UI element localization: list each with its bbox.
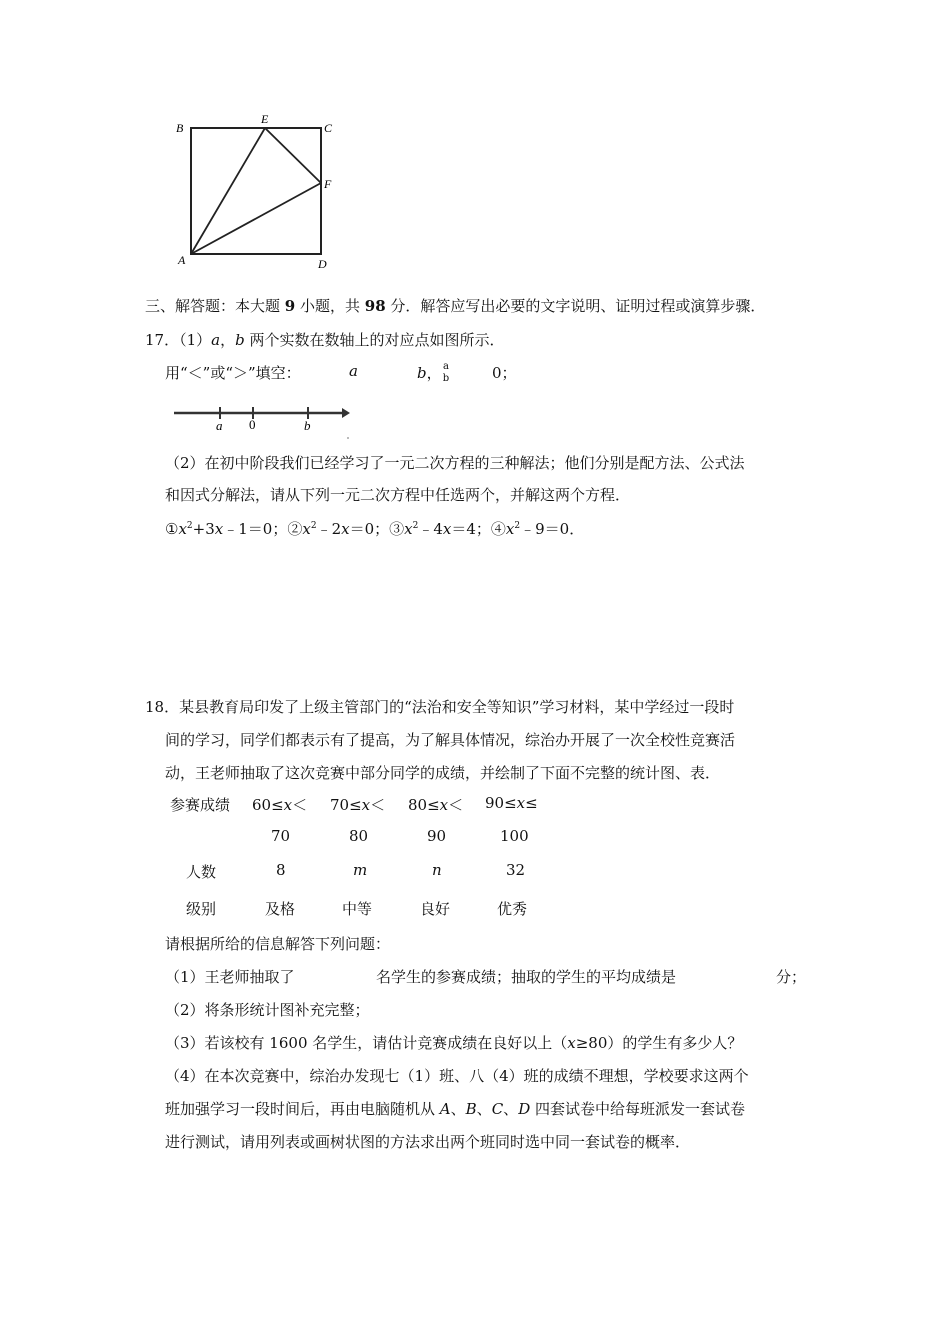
table-range-2: [330, 794, 385, 815]
var: a: [211, 331, 221, 349]
q17-part2-line1: （2）在初中阶段我们已经学习了一元二次方程的三种解法；他们分别是配方法、公式法: [165, 454, 745, 472]
square-abcd: [191, 128, 321, 254]
var: x: [505, 520, 515, 538]
table-header-label: 参赛成绩: [170, 796, 231, 814]
table-count-2: m: [353, 861, 368, 879]
q18-sub3: [165, 1032, 742, 1053]
text: 某县教育局印发了上级主管部门的“法治和安全等知识”学习材料，某中学经过一段时: [179, 698, 735, 716]
var: x: [178, 520, 187, 538]
table-level-label: 级别: [186, 900, 217, 918]
text: 、: [476, 1100, 492, 1118]
segment-af: [191, 183, 321, 254]
q17-fill-a: a: [349, 362, 358, 380]
table-level-4: 优秀: [497, 900, 528, 918]
number-line: [170, 398, 360, 440]
fraction-denominator: b: [442, 373, 450, 384]
var: C: [491, 1100, 504, 1118]
table-range-4-high: 100: [500, 827, 529, 845]
q18-sub4-line2: [165, 1098, 745, 1119]
label-a: A: [178, 253, 186, 267]
table-count-4: 32: [506, 861, 526, 879]
q18-line1: [145, 696, 734, 717]
q17-intro: [145, 329, 505, 350]
question-count: 9: [284, 297, 296, 315]
equation-2: [287, 520, 389, 538]
text: 70≤: [330, 796, 362, 814]
q18-sub1-c: 分；: [776, 968, 807, 986]
q18-sub1-b: 名学生的参赛成绩；抽取的学生的平均成绩是: [376, 968, 677, 986]
var: x: [404, 520, 413, 538]
table-count-1: 8: [276, 861, 286, 879]
text: ﹣4: [418, 520, 443, 538]
fraction-numerator: a: [443, 361, 449, 372]
text: 90≤: [485, 794, 517, 812]
text: ，: [426, 364, 442, 382]
text: 、: [503, 1100, 519, 1118]
q17-fill-zero: 0；: [492, 364, 517, 382]
q18-sub4-line3: 进行测试，请用列表或画树状图的方法求出两个班同时选中同一套试卷的概率．: [165, 1133, 691, 1151]
table-count-label: 人数: [186, 863, 217, 881]
text: ≥80）的学生有多少人？: [575, 1034, 743, 1052]
table-range-1: [252, 794, 307, 815]
var: A: [439, 1100, 451, 1118]
label-d: D: [318, 257, 327, 271]
table-range-4: [485, 794, 538, 812]
segment-ae: [191, 128, 265, 254]
heading-text: 分．解答应写出必要的文字说明、证明过程或演算步骤．: [385, 297, 766, 315]
numberline-label-zero: 0: [249, 417, 256, 432]
q18-prompt: 请根据所给的信息解答下列问题：: [165, 935, 391, 953]
q18-line2: 间的学习，同学们都表示有了提高，为了解具体情况，综治办开展了一次全校性竞赛活: [165, 731, 736, 749]
eq-mark: ①: [165, 520, 179, 538]
exponent: 2: [514, 521, 521, 531]
q17-part2-line2: 和因式分解法，请从下列一元二次方程中任选两个，并解这两个方程．: [165, 486, 631, 504]
table-level-1: 及格: [265, 900, 296, 918]
table-range-1-high: 70: [271, 827, 291, 845]
axis-arrow: [342, 408, 350, 418]
exponent: 2: [310, 521, 317, 531]
q17-fill-b: [417, 362, 442, 383]
square-figure: [168, 108, 358, 273]
equation-4: [491, 520, 584, 538]
text: 、: [450, 1100, 466, 1118]
label-c: C: [324, 121, 333, 135]
text: ﹣1＝0；: [223, 520, 288, 538]
eq-mark: ④: [490, 520, 506, 538]
var: D: [518, 1100, 531, 1118]
text: ＜: [448, 796, 464, 814]
text: ＜: [292, 796, 308, 814]
segment-ef: [265, 128, 321, 183]
text: ，: [220, 331, 236, 349]
table-range-3-high: 90: [427, 827, 447, 845]
label-b: B: [176, 121, 184, 135]
text: （1）: [179, 331, 212, 349]
text: 四套试卷中给每班派发一套试卷: [530, 1100, 745, 1118]
var: B: [465, 1100, 477, 1118]
label-e: E: [261, 112, 269, 126]
q18-sub2: （2）将条形统计图补充完整；: [165, 1001, 370, 1019]
var: x: [283, 796, 293, 814]
var: x: [442, 520, 452, 538]
text: ≤: [525, 794, 538, 812]
eq-mark: ②: [287, 520, 303, 538]
equation-3: [389, 520, 491, 538]
var: x: [302, 520, 311, 538]
var: b: [235, 331, 245, 349]
var: x: [214, 520, 224, 538]
question-number: 18．: [145, 698, 180, 716]
exponent: 2: [186, 521, 193, 531]
exponent: 2: [412, 521, 419, 531]
var: b: [417, 364, 427, 382]
text: +3: [192, 520, 215, 538]
var: x: [341, 520, 350, 538]
q18-sub4-line1: （4）在本次竞赛中，综治办发现七（1）班、八（4）班的成绩不理想，学校要求这两个: [165, 1067, 749, 1085]
heading-text: 小题，共: [295, 297, 365, 315]
text: ＝4；: [451, 520, 491, 538]
table-range-3: [408, 794, 463, 815]
q18-line3: 动，王老师抽取了这次竞赛中部分同学的成绩，并绘制了下面不完整的统计图、表．: [165, 764, 721, 782]
text: ﹣2: [316, 520, 342, 538]
text: 班加强学习一段时间后，再由电脑随机从: [165, 1100, 440, 1118]
text: （3）若该校有 1600 名学生，请估计竞赛成绩在良好以上（: [165, 1034, 568, 1052]
question-number: 17．: [145, 331, 180, 349]
var: x: [361, 796, 371, 814]
q17-equations: [165, 518, 584, 539]
q17-fill-intro: 用“＜”或“＞”填空：: [165, 364, 301, 382]
text: 80≤: [408, 796, 440, 814]
table-range-2-high: 80: [349, 827, 369, 845]
q17-fraction: [440, 361, 452, 385]
equation-1: [165, 520, 287, 538]
numberline-label-b: b: [304, 418, 311, 433]
total-score: 98: [364, 297, 386, 315]
q18-sub1-a: （1）王老师抽取了: [165, 968, 295, 986]
text: ＜: [370, 796, 386, 814]
table-count-3: n: [432, 861, 442, 879]
table-level-3: 良好: [420, 900, 451, 918]
label-f: F: [324, 177, 332, 191]
heading-text: 三、解答题：本大题: [145, 297, 285, 315]
var: x: [516, 794, 526, 812]
table-level-2: 中等: [342, 900, 373, 918]
var: x: [567, 1034, 576, 1052]
section-three-heading: [145, 295, 765, 316]
numberline-label-a: a: [216, 418, 223, 433]
text: 60≤: [252, 796, 284, 814]
var: x: [439, 796, 449, 814]
text: ﹣9＝0．: [520, 520, 585, 538]
eq-mark: ③: [389, 520, 405, 538]
text: 两个实数在数轴上的对应点如图所示．: [244, 331, 505, 349]
text: ＝0；: [349, 520, 390, 538]
